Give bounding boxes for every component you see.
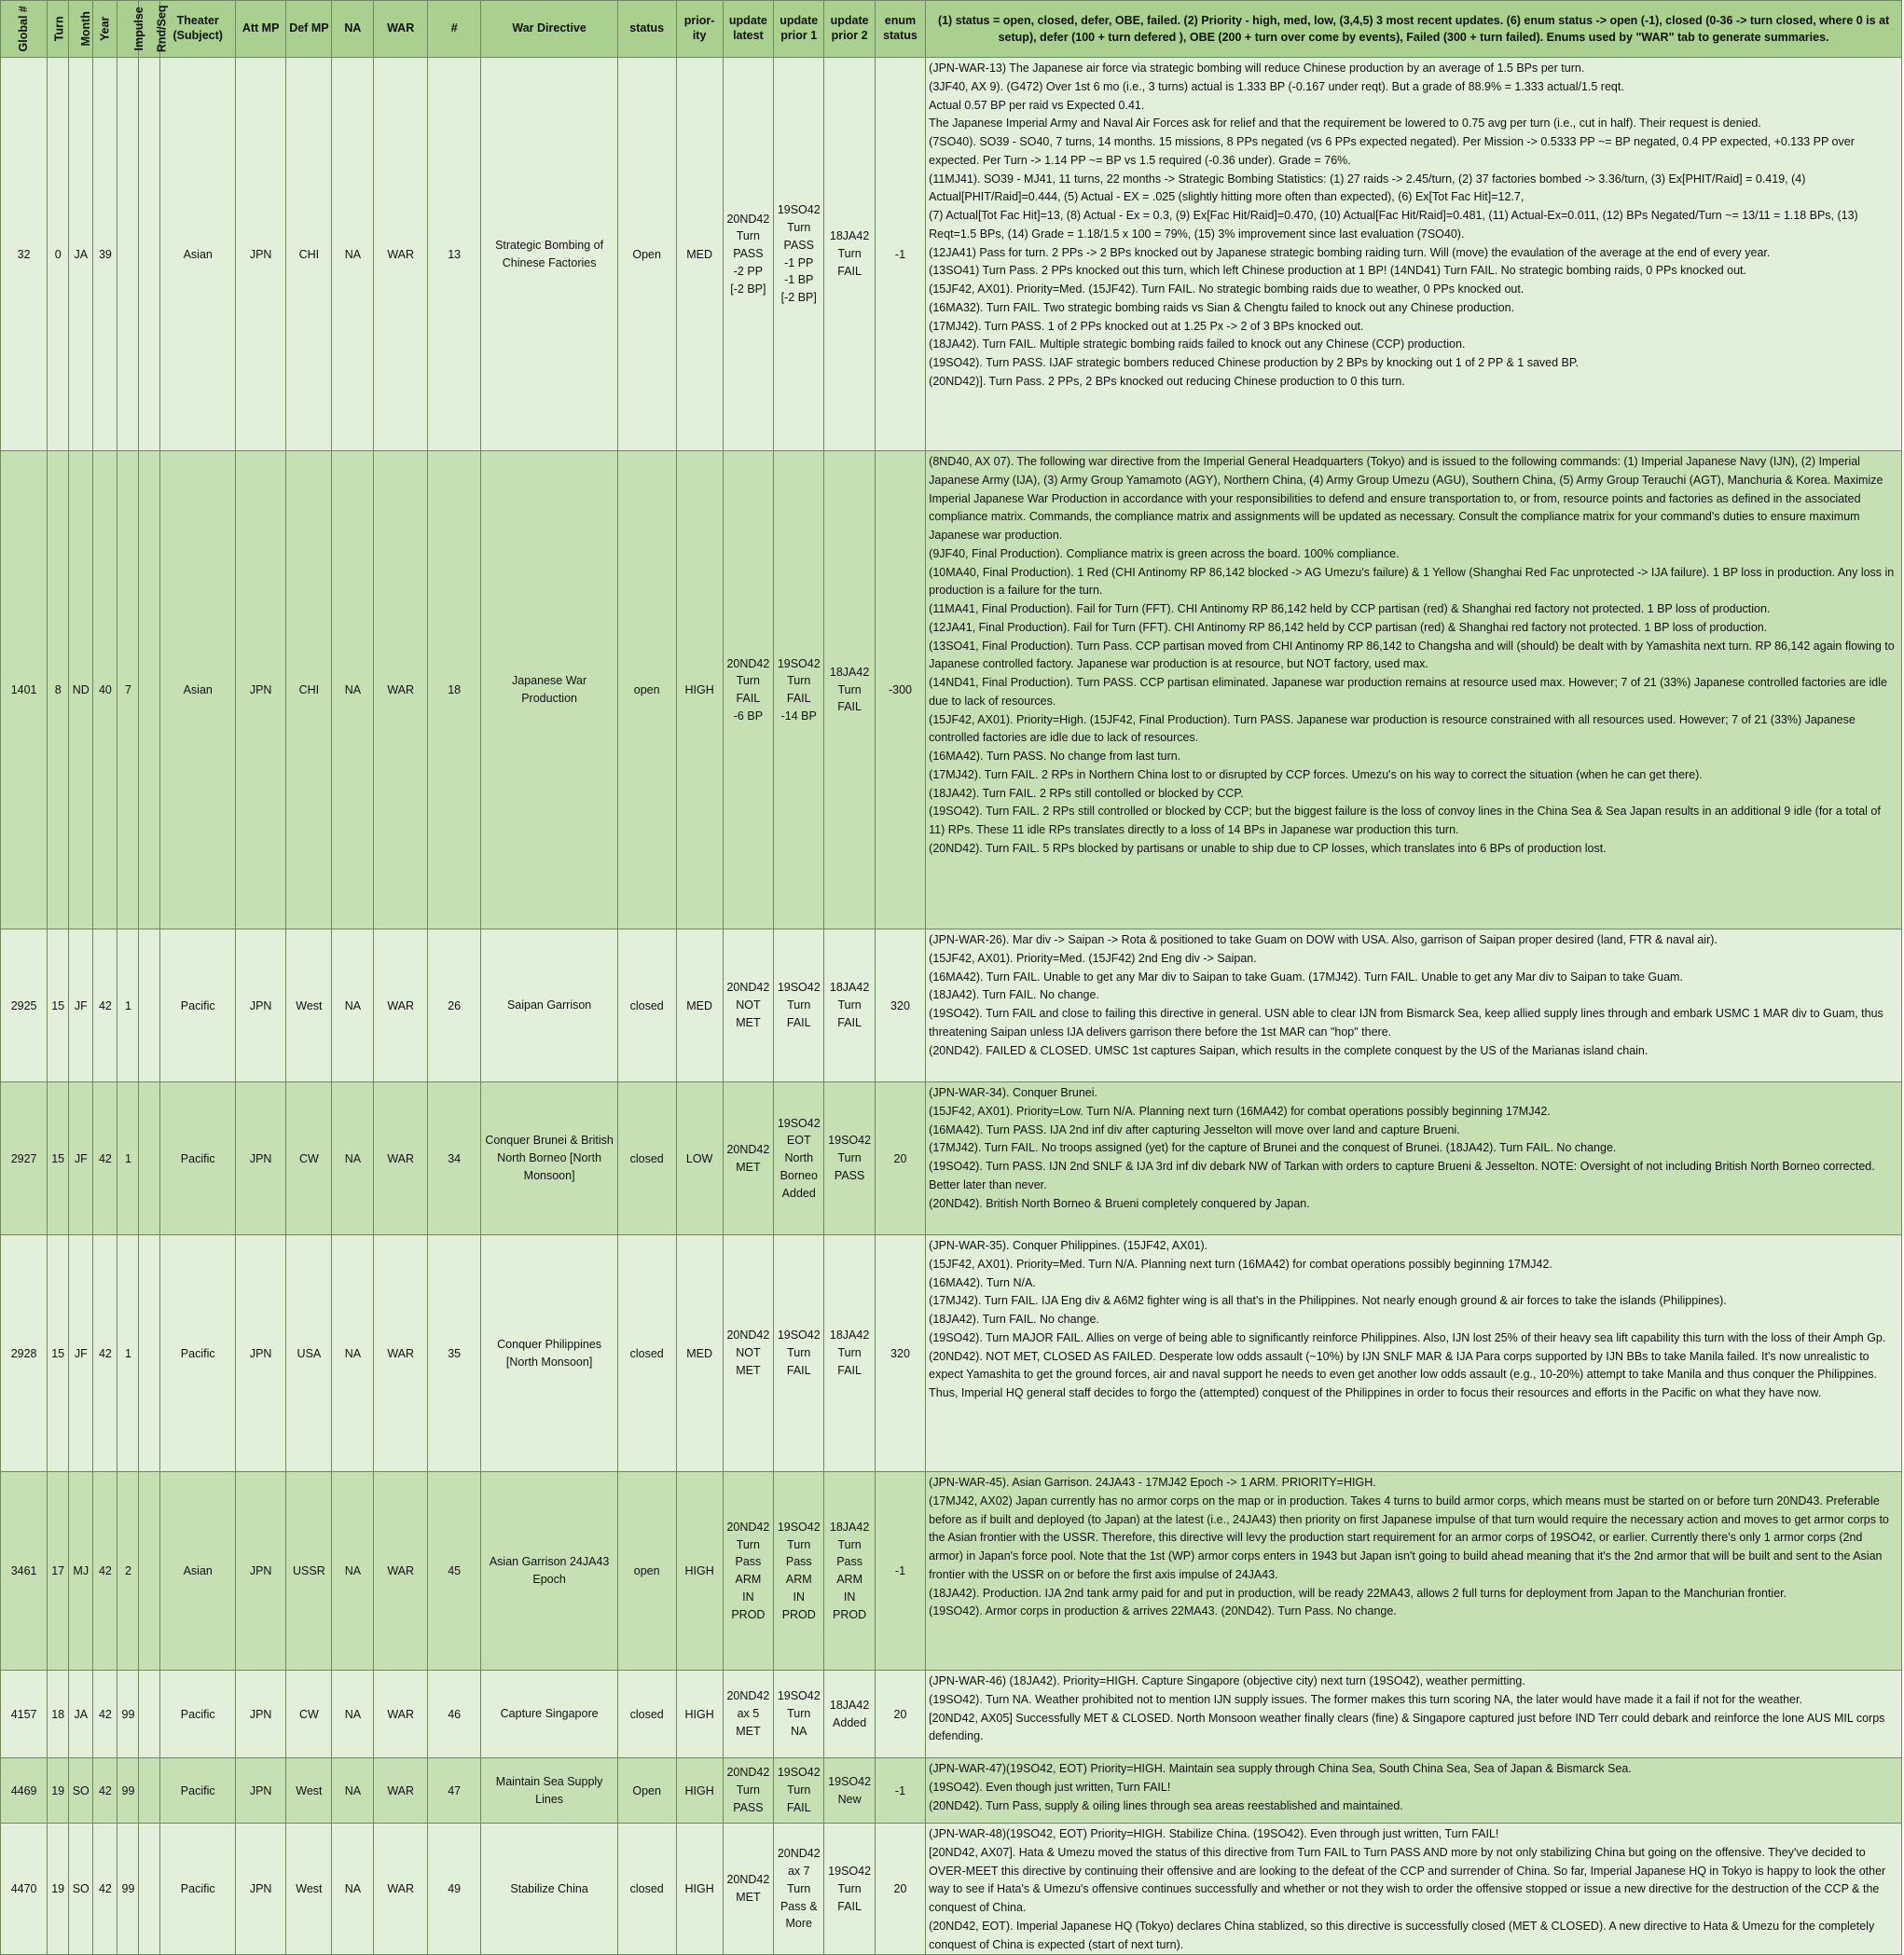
cell-att-mp[interactable]: JPN xyxy=(235,929,285,1082)
cell-priority[interactable]: MED xyxy=(676,58,723,451)
cell-update-prior2[interactable]: 18JA42 Turn FAIL xyxy=(824,929,875,1082)
cell-rndseq[interactable] xyxy=(139,1758,160,1824)
note-line: (15JF42, AX01). Priority=Med. Turn N/A. Planning next turn (16MA42) for combat operations possibly beginning 17MJ42. xyxy=(929,1257,1552,1271)
cell-war-directive[interactable]: Maintain Sea Supply Lines xyxy=(481,1758,617,1824)
cell-na[interactable]: NA xyxy=(332,929,374,1082)
cell-def-mp[interactable]: West xyxy=(286,929,332,1082)
cell-year[interactable]: 42 xyxy=(93,1824,117,1955)
note-line: (14ND41, Final Production). Turn PASS. CCP partisan eliminated. Japanese war production remains at resource used max. However; 7 of 21 (33%) Japanese controlled factories are idle due to lack of resources. xyxy=(929,676,1887,708)
cell-notes[interactable] xyxy=(926,1758,1902,1824)
note-line: The Japanese Imperial Army and Naval Air Forces ask for relief and that the requirement be lowered to 0.75 avg per turn (i.e., cut in half). Their request is denied. xyxy=(929,117,1761,131)
cell-update-latest[interactable]: 20ND42 Turn Pass ARM IN PROD xyxy=(723,1472,773,1671)
header-impulse[interactable]: Impulse xyxy=(117,1,139,58)
cell-month[interactable]: JF xyxy=(69,1235,93,1472)
note-line: (10MA40, Final Production). 1 Red (CHI Antinomy RP 86,142 blocked -> AG Umezu's failure) & 1 Yellow (Shanghai Red Fac unprotected -> IJA failure). 1 BP loss in production. Any loss in production is a failure for the turn. xyxy=(929,565,1895,598)
cell-war[interactable]: WAR xyxy=(374,451,428,929)
cell-impulse[interactable]: 7 xyxy=(117,451,139,929)
cell-update-latest[interactable]: 20ND42 NOT MET xyxy=(723,1235,773,1472)
cell-def-mp[interactable]: West xyxy=(286,1824,332,1955)
note-line: (12JA41, Final Production). Fail for Turn (FFT). CHI Antinomy RP 86,142 held by CCP partisan (red) & Shanghai red factory not protected. 1 BP loss of production. xyxy=(929,620,1768,634)
cell-enum-status[interactable]: -1 xyxy=(875,1758,925,1824)
header-na[interactable]: NA xyxy=(332,1,374,58)
cell-global-num[interactable]: 2927 xyxy=(1,1082,48,1235)
cell-global-num[interactable]: 1401 xyxy=(1,451,48,929)
cell-update-prior2[interactable]: 19SO42 Turn FAIL xyxy=(824,1824,875,1955)
cell-def-mp[interactable]: West xyxy=(286,1758,332,1824)
note-line: (19SO42). Armor corps in production & arrives 22MA43. (20ND42). Turn Pass. No change. xyxy=(929,1604,1397,1618)
cell-directive-num[interactable]: 13 xyxy=(427,58,481,451)
note-line: (13SO41, Final Production). Turn Pass. CCP partisan moved from CHI Antinomy RP 86,142 to Changsha and will (should) be dealt with by Yamashita next turn. RP 86,142 again flowing to Japanese controlled factory. Japanese war production is at resource, but NOT factory, used max. xyxy=(929,639,1895,671)
cell-na[interactable]: NA xyxy=(332,58,374,451)
cell-global-num[interactable]: 4157 xyxy=(1,1671,48,1758)
cell-def-mp[interactable]: CHI xyxy=(286,451,332,929)
note-line: (7) Actual[Tot Fac Hit]=13, (8) Actual - Ex = 0.3, (9) Ex[Fac Hit/Raid]=0.470, (10) Actual[Fac Hit/Raid]=0.481, (11) Actual-Ex=0.011, (12) BPs Negated/Turn ~= 13/11 = 1.18 BPs, (13) Reqt=1.5 BPs, (14) Grade = 1.18/1.5 x 100 = 79%, (15) 3% improvement since last evaluation (7SO40). xyxy=(929,209,1858,241)
cell-year[interactable]: 42 xyxy=(93,929,117,1082)
note-line: (15JF42, AX01). Priority=Low. Turn N/A. Planning next turn (16MA42) for combat operations possibly beginning 17MJ42. xyxy=(929,1104,1551,1118)
cell-update-latest[interactable]: 20ND42 NOT MET xyxy=(723,929,773,1082)
header-rndseq[interactable]: Rnd/Seq xyxy=(139,1,160,58)
cell-war-directive[interactable]: Asian Garrison 24JA43 Epoch xyxy=(481,1472,617,1671)
note-line: Actual 0.57 BP per raid vs Expected 0.41. xyxy=(929,98,1145,112)
cell-priority[interactable]: MED xyxy=(676,1235,723,1472)
note-line: (17MJ42, AX02) Japan currently has no armor corps on the map or in production. Takes 4 turns to build armor corps, which means must be started on or before turn 20ND43. Preferable before as if built and deployed (to Japan) at the latest (i.e., 24JA43) then priority on first Japanese impulse of that turn would require the necessary action and moves to get armor corps to the Asian frontier with the USSR. Therefore, this directive will levy the production start requirement for an armor corps of 19SO42, or earlier. Currently there's only 1 armor corps (2nd armor) in Japan's force pool. Note that the 1st (WP) armor corps enters in 1943 but Japan isn't going to build ahead meaning that it's the 2nd armor that will be built and sent to the Asian frontier with the USSR on or before the first axis impulse of 24JA43. xyxy=(929,1494,1889,1581)
note-line: (16MA42). Turn N/A. xyxy=(929,1275,1036,1289)
cell-global-num[interactable]: 2928 xyxy=(1,1235,48,1472)
cell-war[interactable]: WAR xyxy=(374,1082,428,1235)
note-line: (19SO42). Turn FAIL and close to failing this directive in general. USN able to clear IJN from Bismarck Sea, keep allied supply lines through and embark USMC 1 MAR div to Guam, thus threatening Saipan unless IJA delivers garrison there before the 1st MAR can "hop" there. xyxy=(929,1007,1883,1039)
cell-att-mp[interactable]: JPN xyxy=(235,1671,285,1758)
cell-war-directive[interactable]: Conquer Philippines [North Monsoon] xyxy=(481,1235,617,1472)
header-def-mp[interactable]: Def MP xyxy=(286,1,332,58)
note-line: (20ND42). Turn Pass, supply & oiling lines through sea areas reestablished and maintained. xyxy=(929,1798,1403,1812)
cell-enum-status[interactable]: 320 xyxy=(875,929,925,1082)
cell-update-prior2[interactable]: 18JA42 Turn Pass ARM IN PROD xyxy=(824,1472,875,1671)
note-line: (19SO42). Turn MAJOR FAIL. Allies on verge of being able to significantly reinforce Philippines. Also, IJN lost 25% of their heavy sea lift capability this turn with the loss of their Amph Gp. xyxy=(929,1330,1886,1344)
cell-update-prior1[interactable]: 19SO42 Turn Pass ARM IN PROD xyxy=(774,1472,824,1671)
cell-update-latest[interactable]: 20ND42 ax 5 MET xyxy=(723,1671,773,1758)
cell-update-latest[interactable]: 20ND42 MET xyxy=(723,1824,773,1955)
cell-rndseq[interactable] xyxy=(139,929,160,1082)
cell-month[interactable]: JF xyxy=(69,929,93,1082)
table-row xyxy=(1,1472,1902,1671)
cell-year[interactable]: 42 xyxy=(93,1082,117,1235)
note-line: (11MA41, Final Production). Fail for Turn (FFT). CHI Antinomy RP 86,142 held by CCP partisan (red) & Shanghai red factory not protected. 1 BP loss of production. xyxy=(929,602,1771,615)
note-line: (JPN-WAR-46) (18JA42). Priority=HIGH. Capture Singapore (objective city) next turn (19SO42), weather permitting. xyxy=(929,1674,1525,1687)
cell-month[interactable]: ND xyxy=(69,451,93,929)
table-row xyxy=(1,1758,1902,1824)
cell-directive-num[interactable]: 45 xyxy=(427,1472,481,1671)
note-line: (16MA32). Turn FAIL. Two strategic bombing raids vs Sian & Chengtu failed to knock out any Chinese production. xyxy=(929,300,1515,314)
cell-na[interactable]: NA xyxy=(332,1671,374,1758)
cell-theater[interactable]: Pacific xyxy=(160,1758,236,1824)
note-line: (JPN-WAR-13) The Japanese air force via strategic bombing will reduce Chinese production by an average of 1.5 BPs per turn. xyxy=(929,62,1585,75)
header-month[interactable]: Month xyxy=(69,1,93,58)
note-line: (JPN-WAR-45). Asian Garrison. 24JA43 - 17MJ42 Epoch -> 1 ARM. PRIORITY=HIGH. xyxy=(929,1476,1376,1489)
cell-update-latest[interactable]: 20ND42 MET xyxy=(723,1082,773,1235)
cell-def-mp[interactable]: USA xyxy=(286,1235,332,1472)
note-line: (20ND42). NOT MET, CLOSED AS FAILED. Desperate low odds assault (~10%) by IJN SNLF MAR & IJA Para corps supported by IJN BBs to take Manila failed. It's now unrealistic to expect Yamashita to get the ground forces, air and naval support he needs to even get another low odds assault (e.g., 10-20%) attempt to take Manila and thus conquer the Philippines. Thus, Imperial HQ general staff decides to forgo the (attempted) conquest of the Philippines in order to focus their resources and efforts in the Pacific on what they have now. xyxy=(929,1349,1877,1399)
header-turn[interactable]: Turn xyxy=(48,1,69,58)
cell-rndseq[interactable] xyxy=(139,1082,160,1235)
note-line: (JPN-WAR-47)(19SO42, EOT) Priority=HIGH. Maintain sea supply through China Sea, South China Sea, Sea of Japan & Bismarck Sea. xyxy=(929,1762,1632,1775)
cell-war-directive[interactable]: Strategic Bombing of Chinese Factories xyxy=(481,58,617,451)
note-line: (20ND42). Turn FAIL. 5 RPs blocked by partisans or unable to ship due to CP losses, which translates into 6 BPs of production lost. xyxy=(929,841,1607,855)
cell-att-mp[interactable]: JPN xyxy=(235,1758,285,1824)
cell-enum-status[interactable]: -1 xyxy=(875,1472,925,1671)
cell-month[interactable]: JF xyxy=(69,1082,93,1235)
cell-theater[interactable]: Pacific xyxy=(160,1824,236,1955)
cell-update-prior2[interactable]: 18JA42 Turn FAIL xyxy=(824,58,875,451)
cell-priority[interactable]: LOW xyxy=(676,1082,723,1235)
cell-priority[interactable]: HIGH xyxy=(676,1758,723,1824)
note-line: (13SO41) Turn Pass. 2 PPs knocked out this turn, which left Chinese production at 1 BP! (14ND41) Turn FAIL. No strategic bombing raids, 0 PPs knocked out. xyxy=(929,264,1746,278)
sheet-body xyxy=(1,58,1902,1955)
note-line: [20ND42, AX05] Successfully MET & CLOSED. North Monsoon weather finally clears (fine) & Singapore captured just before IND Terr could debark and reinforce the lone AUS MIL corps defending. xyxy=(929,1711,1885,1743)
cell-status[interactable]: closed xyxy=(617,1671,676,1758)
cell-status[interactable]: closed xyxy=(617,1082,676,1235)
cell-notes[interactable] xyxy=(926,1671,1902,1758)
cell-war[interactable]: WAR xyxy=(374,1758,428,1824)
cell-theater[interactable]: Pacific xyxy=(160,1671,236,1758)
note-line: (3JF40, AX 9). (G472) Over 1st 6 mo (i.e., 3 turns) actual is 1.333 BP (-0.167 under reqt). But a grade of 88.9% = 1.333 actual/1.5 reqt. xyxy=(929,79,1624,93)
cell-update-prior1[interactable]: 19SO42 Turn FAIL xyxy=(774,1235,824,1472)
cell-priority[interactable]: HIGH xyxy=(676,1472,723,1671)
cell-priority[interactable]: HIGH xyxy=(676,1671,723,1758)
cell-war[interactable]: WAR xyxy=(374,1671,428,1758)
cell-directive-num[interactable]: 34 xyxy=(427,1082,481,1235)
note-line: (17MJ42). Turn FAIL. No troops assigned (yet) for the capture of Brunei and the conquest of Brunei. (18JA42). Turn FAIL. No change. xyxy=(929,1141,1617,1155)
note-line: (18JA42). Turn FAIL. No change. xyxy=(929,1313,1099,1326)
cell-month[interactable]: JA xyxy=(69,58,93,451)
note-line: (18JA42). Turn FAIL. No change. xyxy=(929,988,1099,1002)
cell-turn[interactable]: 17 xyxy=(48,1472,69,1671)
cell-theater[interactable]: Asian xyxy=(160,58,236,451)
cell-update-prior2[interactable]: 19SO42 Turn PASS xyxy=(824,1082,875,1235)
note-line: (16MA42). Turn PASS. IJA 2nd inf div after capturing Jesselton will move over land and capture Brueni. xyxy=(929,1122,1460,1136)
table-row xyxy=(1,1082,1902,1235)
cell-priority[interactable]: HIGH xyxy=(676,1824,723,1955)
cell-global-num[interactable]: 4470 xyxy=(1,1824,48,1955)
header-war[interactable]: WAR xyxy=(374,1,428,58)
cell-status[interactable]: open xyxy=(617,1472,676,1671)
cell-update-latest[interactable]: 20ND42 Turn PASS xyxy=(723,1758,773,1824)
table-row xyxy=(1,1235,1902,1472)
cell-directive-num[interactable]: 26 xyxy=(427,929,481,1082)
note-line: (18JA42). Production. IJA 2nd tank army paid for and put in production, will be ready 22MA43, allows 2 full turns for deployment from Japan to the Manchurian frontier. xyxy=(929,1586,1787,1600)
cell-update-prior2[interactable]: 18JA42 Added xyxy=(824,1671,875,1758)
cell-year[interactable]: 39 xyxy=(93,58,117,451)
cell-war[interactable]: WAR xyxy=(374,929,428,1082)
cell-war-directive[interactable]: Stabilize China xyxy=(481,1824,617,1955)
table-row xyxy=(1,929,1902,1082)
cell-theater[interactable]: Asian xyxy=(160,1472,236,1671)
note-line: (9JF40, Final Production). Compliance matrix is green across the board. 100% compliance. xyxy=(929,546,1400,560)
note-line: (20ND42). British North Borneo & Brueni completely conquered by Japan. xyxy=(929,1196,1310,1210)
cell-war-directive[interactable]: Japanese War Production xyxy=(481,451,617,929)
cell-att-mp[interactable]: JPN xyxy=(235,58,285,451)
header-legend[interactable]: (1) status = open, closed, defer, OBE, failed. (2) Priority - high, med, low, (3,4,5) 3 most recent updates. (6) enum status -> open (-1), closed (0-36 -> turn closed, where 0 is at setup), defer (100 + turn defered ), OBE (200 + turn over come by events), Failed (300 + turn failed). Enums used by "WAR" tab to generate summaries. xyxy=(926,1,1902,58)
cell-status[interactable]: open xyxy=(617,451,676,929)
cell-status[interactable]: closed xyxy=(617,929,676,1082)
note-line: (JPN-WAR-48)(19SO42, EOT) Priority=HIGH. Stabilize China. (19SO42). Even through just written, Turn FAIL! xyxy=(929,1827,1499,1840)
cell-rndseq[interactable] xyxy=(139,1671,160,1758)
cell-notes[interactable] xyxy=(926,1082,1902,1235)
cell-war[interactable]: WAR xyxy=(374,1235,428,1472)
cell-update-latest[interactable]: 20ND42 Turn FAIL -6 BP xyxy=(723,451,773,929)
note-line: (20ND42). FAILED & CLOSED. UMSC 1st captures Saipan, which results in the complete conquest by the US of the Marianas island chain. xyxy=(929,1043,1649,1057)
cell-enum-status[interactable]: -300 xyxy=(875,451,925,929)
cell-priority[interactable]: HIGH xyxy=(676,451,723,929)
cell-turn[interactable]: 8 xyxy=(48,451,69,929)
cell-enum-status[interactable]: 320 xyxy=(875,1235,925,1472)
cell-update-prior1[interactable]: 20ND42 ax 7 Turn Pass & More xyxy=(774,1824,824,1955)
header-update-latest[interactable]: update latest xyxy=(723,1,773,58)
note-line: (15JF42, AX01). Priority=Med. (15JF42). Turn FAIL. No strategic bombing raids due to weather, 0 PPs knocked out. xyxy=(929,282,1525,296)
cell-war-directive[interactable]: Conquer Brunei & British North Borneo [North Monsoon] xyxy=(481,1082,617,1235)
cell-directive-num[interactable]: 49 xyxy=(427,1824,481,1955)
cell-year[interactable]: 40 xyxy=(93,451,117,929)
note-line: (15JF42, AX01). Priority=Med. (15JF42) 2nd Eng div -> Saipan. xyxy=(929,951,1257,965)
cell-impulse[interactable]: 1 xyxy=(117,1082,139,1235)
cell-rndseq[interactable] xyxy=(139,1235,160,1472)
cell-impulse[interactable]: 99 xyxy=(117,1758,139,1824)
cell-war-directive[interactable]: Saipan Garrison xyxy=(481,929,617,1082)
cell-notes[interactable] xyxy=(926,1824,1902,1955)
note-line: (19SO42). Even though just written, Turn FAIL! xyxy=(929,1780,1171,1794)
cell-att-mp[interactable]: JPN xyxy=(235,1082,285,1235)
cell-status[interactable]: Open xyxy=(617,58,676,451)
cell-turn[interactable]: 15 xyxy=(48,929,69,1082)
cell-update-prior2[interactable]: 18JA42 Turn FAIL xyxy=(824,451,875,929)
cell-directive-num[interactable]: 35 xyxy=(427,1235,481,1472)
cell-impulse[interactable]: 2 xyxy=(117,1472,139,1671)
header-update-prior2[interactable]: update prior 2 xyxy=(824,1,875,58)
cell-turn[interactable]: 15 xyxy=(48,1235,69,1472)
note-line: (JPN-WAR-35). Conquer Philippines. (15JF42, AX01). xyxy=(929,1239,1208,1252)
note-line: (18JA42). Turn FAIL. Multiple strategic bombing raids failed to knock out any Chinese (CCP) production. xyxy=(929,337,1466,351)
note-line: (20ND42)]. Turn Pass. 2 PPs, 2 BPs knocked out reducing Chinese production to 0 this turn. xyxy=(929,374,1405,388)
cell-turn[interactable]: 18 xyxy=(48,1671,69,1758)
cell-turn[interactable]: 19 xyxy=(48,1758,69,1824)
note-line: (17MJ42). Turn PASS. 1 of 2 PPs knocked out at 1.25 Px -> 2 of 3 BPs knocked out. xyxy=(929,319,1364,333)
cell-na[interactable]: NA xyxy=(332,1824,374,1955)
cell-att-mp[interactable]: JPN xyxy=(235,1472,285,1671)
header-status[interactable]: status xyxy=(617,1,676,58)
cell-impulse[interactable] xyxy=(117,58,139,451)
cell-year[interactable]: 42 xyxy=(93,1671,117,1758)
cell-war-directive[interactable]: Capture Singapore xyxy=(481,1671,617,1758)
cell-status[interactable]: closed xyxy=(617,1235,676,1472)
note-line: (15JF42, AX01). Priority=High. (15JF42, Final Production). Turn PASS. Japanese war production is resource constrained with all resources used. However; 7 of 21 (33%) Japanese controlled factories are idle due to lack of resources. xyxy=(929,712,1856,745)
note-line: (JPN-WAR-26). Mar div -> Saipan -> Rota & positioned to take Guam on DOW with USA. Also, garrison of Saipan proper desired (land, FTR & naval air). xyxy=(929,933,1718,946)
cell-update-prior1[interactable]: 19SO42 Turn FAIL -14 BP xyxy=(774,451,824,929)
header-global[interactable]: Global # xyxy=(1,1,48,58)
cell-notes[interactable] xyxy=(926,451,1902,929)
cell-global-num[interactable]: 4469 xyxy=(1,1758,48,1824)
cell-war[interactable]: WAR xyxy=(374,1472,428,1671)
cell-year[interactable]: 42 xyxy=(93,1472,117,1671)
cell-directive-num[interactable]: 46 xyxy=(427,1671,481,1758)
table-row xyxy=(1,451,1902,929)
cell-month[interactable]: SO xyxy=(69,1824,93,1955)
note-line: (16MA42). Turn FAIL. Unable to get any Mar div to Saipan to take Guam. (17MJ42). Turn FAIL. Unable to get any Mar div to Saipan to take Guam. xyxy=(929,970,1683,984)
table-row xyxy=(1,1824,1902,1955)
note-line: [20ND42, AX07]. Hata & Umezu moved the status of this directive from Turn FAIL to Turn PASS AND more by not only stabilizing China but going on the offensive. They've decided to OVER-MEET this directive by continuing their offensive and are looking to the defeat of the CCP and surrender of China. So far, Imperial Japanese HQ in Tokyo is happy to look the other way to see if Hata's & Umezu's offensive continues successfully and whether or not they wish to order the offensive stopped or issue a new directive for the destruction of the CCP & the conquest of China. xyxy=(929,1845,1886,1914)
cell-priority[interactable]: MED xyxy=(676,929,723,1082)
header-theater[interactable]: Theater (Subject) xyxy=(160,1,236,58)
cell-update-prior1[interactable]: 19SO42 EOT North Borneo Added xyxy=(774,1082,824,1235)
note-line: (8ND40, AX 07). The following war directive from the Imperial General Headquarters (Tokyo) and is issued to the following commands: (1) Imperial Japanese Navy (IJN), (2) Imperial Japanese Army (IJA), (3) Army Group Yamamoto (AGY), Northern China, (4) Army Group Umezu (AGU), Southern China, (5) Army Group Terauchi (AGT), Manchuria & Korea. Maximize Imperial Japanese War Production in accordance with your responsibilities to defend and ensure transportation to, or from, resource points and factories as defined in the associated compliance matrix. Commands, the compliance matrix and assignments will be updated as necessary. Consult the compliance matrix for your command's duties to ensure maximum Japanese war production. xyxy=(929,455,1883,542)
cell-year[interactable]: 42 xyxy=(93,1758,117,1824)
cell-att-mp[interactable]: JPN xyxy=(235,1235,285,1472)
cell-war[interactable]: WAR xyxy=(374,58,428,451)
cell-notes[interactable] xyxy=(926,929,1902,1082)
cell-na[interactable]: NA xyxy=(332,1472,374,1671)
cell-def-mp[interactable]: CHI xyxy=(286,58,332,451)
note-line: (19SO42). Turn NA. Weather prohibited not to mention IJN supply issues. The former makes this turn scoring NA, the later would have made it a fail if not for the weather. xyxy=(929,1692,1802,1706)
note-line: (12JA41) Pass for turn. 2 PPs -> 2 BPs knocked out by Japanese strategic bombing raiding turn. Will (move) the evaulation of the average at the end of every year. xyxy=(929,245,1771,259)
cell-global-num[interactable]: 32 xyxy=(1,58,48,451)
note-line: (JPN-WAR-34). Conquer Brunei. xyxy=(929,1086,1097,1099)
cell-month[interactable]: MJ xyxy=(69,1472,93,1671)
cell-theater[interactable]: Pacific xyxy=(160,929,236,1082)
note-line: (16MA42). Turn PASS. No change from last turn. xyxy=(929,750,1181,763)
note-line: (19SO42). Turn PASS. IJAF strategic bombers reduced Chinese production by 2 BPs by knocking out 1 of 2 PP & 1 saved BP. xyxy=(929,356,1580,369)
cell-impulse[interactable]: 1 xyxy=(117,929,139,1082)
cell-impulse[interactable]: 1 xyxy=(117,1235,139,1472)
note-line: (17MJ42). Turn FAIL. IJA Eng div & A6M2 fighter wing is all that's in the Philippines. Not nearly enough ground & air forces to take the islands (Philippines). xyxy=(929,1294,1727,1308)
cell-status[interactable]: Open xyxy=(617,1758,676,1824)
cell-update-prior2[interactable]: 18JA42 Turn FAIL xyxy=(824,1235,875,1472)
cell-rndseq[interactable] xyxy=(139,451,160,929)
note-line: (18JA42). Turn FAIL. 2 RPs still contolled or blocked by CCP. xyxy=(929,786,1244,800)
cell-directive-num[interactable]: 18 xyxy=(427,451,481,929)
cell-notes[interactable] xyxy=(926,1235,1902,1472)
cell-global-num[interactable]: 3461 xyxy=(1,1472,48,1671)
cell-month[interactable]: JA xyxy=(69,1671,93,1758)
cell-att-mp[interactable]: JPN xyxy=(235,451,285,929)
cell-na[interactable]: NA xyxy=(332,1758,374,1824)
cell-notes[interactable] xyxy=(926,58,1902,451)
cell-year[interactable]: 42 xyxy=(93,1235,117,1472)
cell-impulse[interactable]: 99 xyxy=(117,1671,139,1758)
cell-update-prior1[interactable]: 19SO42 Turn PASS -1 PP -1 BP [-2 BP] xyxy=(774,58,824,451)
cell-update-prior1[interactable]: 19SO42 Turn FAIL xyxy=(774,929,824,1082)
cell-att-mp[interactable]: JPN xyxy=(235,1824,285,1955)
cell-update-prior2[interactable]: 19SO42 New xyxy=(824,1758,875,1824)
cell-rndseq[interactable] xyxy=(139,58,160,451)
cell-theater[interactable]: Asian xyxy=(160,451,236,929)
note-line: (11MJ41). SO39 - MJ41, 11 turns, 22 months -> Strategic Bombing Statistics: (1) 27 raids -> 2.45/turn, (2) 37 factories bombed -> 3.36/turn, (3) Ex[PHIT/Raid] = 0.419, (4) Actual[PHIT/Raid]=0.444, (5) Actual - EX = .025 (slightly hitting more often than expected), (6) Ex[Tot Fac Hit]=12.7, xyxy=(929,172,1806,204)
cell-enum-status[interactable]: -1 xyxy=(875,58,925,451)
cell-update-prior1[interactable]: 19SO42 Turn FAIL xyxy=(774,1758,824,1824)
cell-directive-num[interactable]: 47 xyxy=(427,1758,481,1824)
cell-turn[interactable]: 0 xyxy=(48,58,69,451)
cell-rndseq[interactable] xyxy=(139,1824,160,1955)
note-line: (20ND42, EOT). Imperial Japanese HQ (Tokyo) declares China stablized, so this directive is successfully closed (MET & CLOSED). A new directive to Hata & Umezu for the completely conquest of China is expected (start of next turn). xyxy=(929,1919,1875,1951)
cell-rndseq[interactable] xyxy=(139,1472,160,1671)
cell-enum-status[interactable]: 20 xyxy=(875,1082,925,1235)
cell-theater[interactable]: Pacific xyxy=(160,1082,236,1235)
header-year[interactable]: Year xyxy=(93,1,117,58)
header-update-prior1[interactable]: update prior 1 xyxy=(774,1,824,58)
cell-def-mp[interactable]: USSR xyxy=(286,1472,332,1671)
cell-enum-status[interactable]: 20 xyxy=(875,1824,925,1955)
header-row xyxy=(1,1,1902,58)
cell-na[interactable]: NA xyxy=(332,451,374,929)
header-num[interactable]: # xyxy=(427,1,481,58)
table-row xyxy=(1,1671,1902,1758)
cell-month[interactable]: SO xyxy=(69,1758,93,1824)
cell-def-mp[interactable]: CW xyxy=(286,1082,332,1235)
header-enum-status[interactable]: enum status xyxy=(875,1,925,58)
header-priority[interactable]: prior-ity xyxy=(676,1,723,58)
note-line: (7SO40). SO39 - SO40, 7 turns, 14 months. 15 missions, 8 PPs negated (vs 6 PPs expected negated). Per Mission -> 0.5333 PP ~= BP negated, 0.4 PP expected, +0.133 PP over expected. Per Turn -> 1.14 PP ~= BP vs 1.5 required (-0.36 under). Grade = 76%. xyxy=(929,135,1855,167)
note-line: (19SO42). Turn PASS. IJN 2nd SNLF & IJA 3rd inf div debark NW of Tarkan with orders to capture Brueni & Jesselton. NOTE: Oversight of not including British North Borneo corrected. Better later than never. xyxy=(929,1160,1875,1191)
cell-war[interactable]: WAR xyxy=(374,1824,428,1955)
cell-na[interactable]: NA xyxy=(332,1082,374,1235)
cell-impulse[interactable]: 99 xyxy=(117,1824,139,1955)
cell-update-latest[interactable]: 20ND42 Turn PASS -2 PP [-2 BP] xyxy=(723,58,773,451)
cell-turn[interactable]: 15 xyxy=(48,1082,69,1235)
note-line: (17MJ42). Turn FAIL. 2 RPs in Northern China lost to or disrupted by CCP forces. Umezu's on his way to correct the situation (when he can get there). xyxy=(929,767,1703,781)
header-directive[interactable]: War Directive xyxy=(481,1,617,58)
cell-turn[interactable]: 19 xyxy=(48,1824,69,1955)
cell-notes[interactable] xyxy=(926,1472,1902,1671)
header-att-mp[interactable]: Att MP xyxy=(235,1,285,58)
cell-global-num[interactable]: 2925 xyxy=(1,929,48,1082)
cell-def-mp[interactable]: CW xyxy=(286,1671,332,1758)
cell-status[interactable]: closed xyxy=(617,1824,676,1955)
cell-na[interactable]: NA xyxy=(332,1235,374,1472)
cell-theater[interactable]: Pacific xyxy=(160,1235,236,1472)
table-row xyxy=(1,58,1902,451)
note-line: (19SO42). Turn FAIL. 2 RPs still controlled or blocked by CCP; but the biggest failure is the loss of convoy lines in the China Sea & Sea Japan results in an additional 9 idle (for a total of 11) RPs. These 11 idle RPs translates directly to a loss of 14 BPs in Japanese war production this turn. xyxy=(929,805,1881,836)
cell-enum-status[interactable]: 20 xyxy=(875,1671,925,1758)
cell-update-prior1[interactable]: 19SO42 Turn NA xyxy=(774,1671,824,1758)
